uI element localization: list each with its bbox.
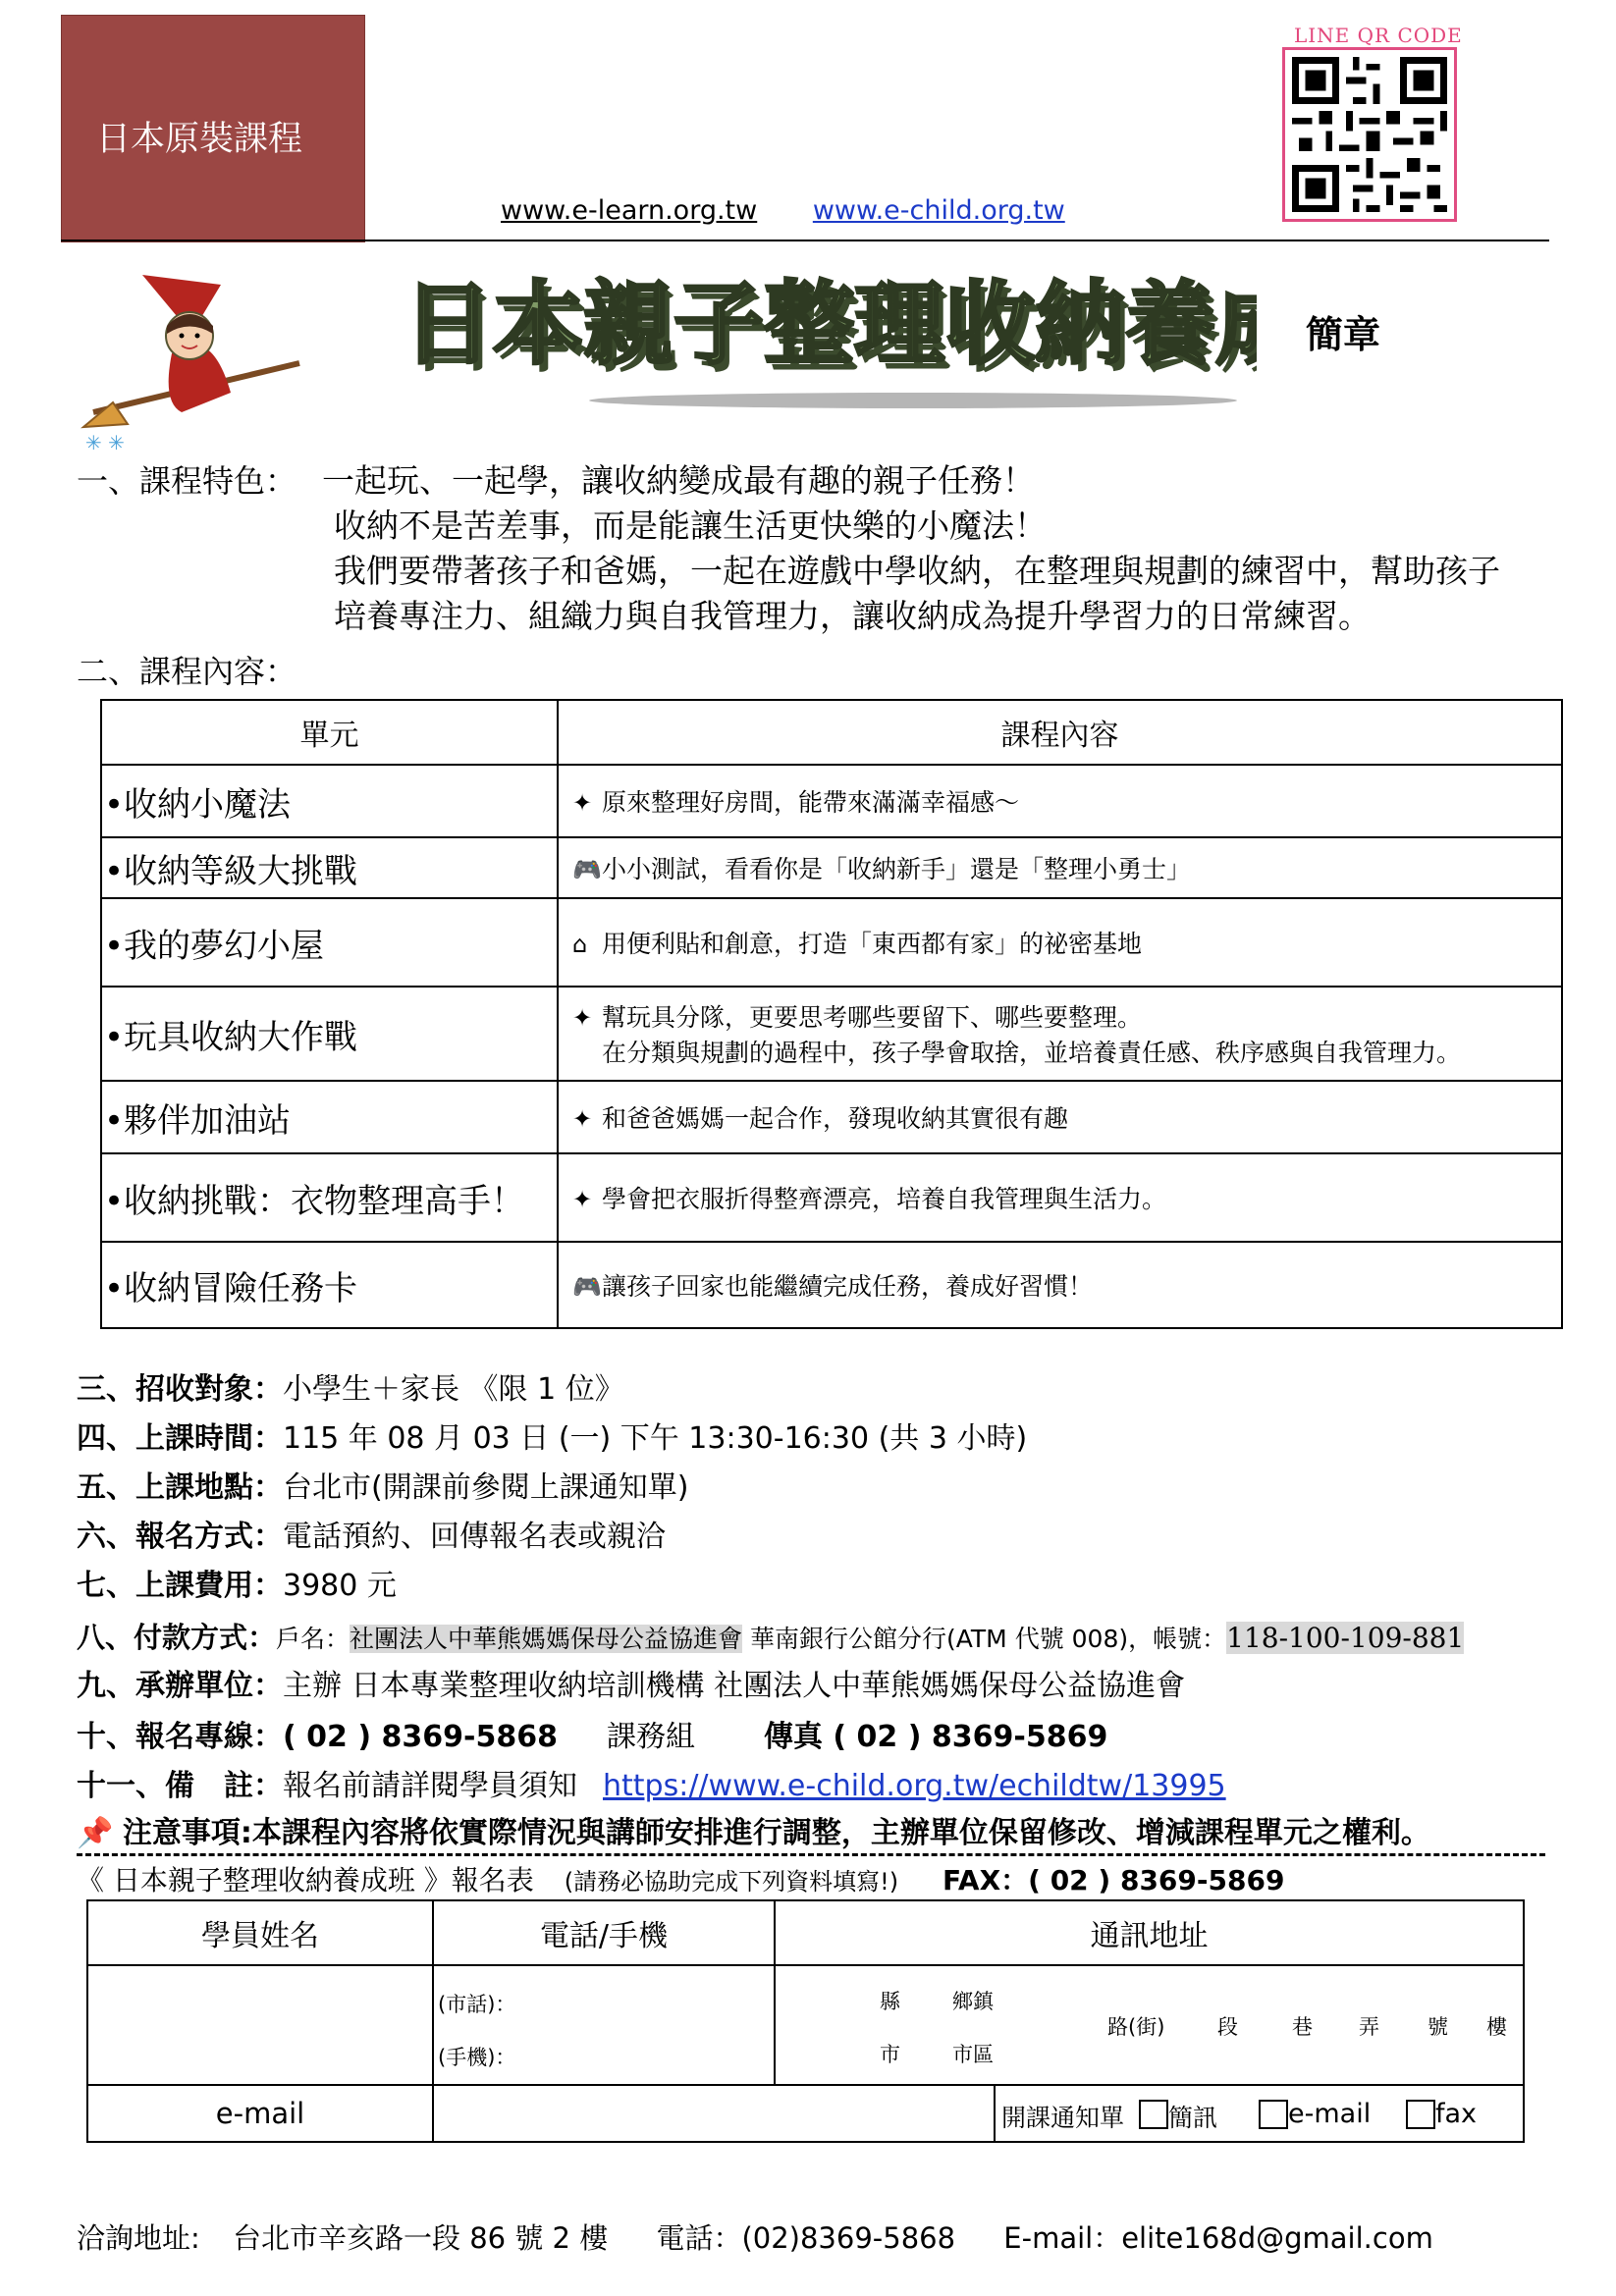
subtitle: 簡章: [1306, 313, 1381, 356]
email-label: e-mail: [87, 2085, 433, 2142]
course-row: [101, 987, 1562, 1081]
course-row: [101, 1081, 1562, 1153]
main-title: [403, 253, 1257, 410]
feature-line: 收納不是苦差事，而是能讓生活更快樂的小魔法！: [334, 507, 1047, 545]
content-heading: 二、課程內容：: [77, 653, 297, 690]
badge-text: 日本原裝課程: [96, 120, 303, 159]
course-badge: [61, 15, 365, 242]
sparkle-icon: ✦: [572, 1105, 593, 1133]
content-header: 課程內容: [558, 700, 1562, 765]
unit-cell: •收納等級大挑戰: [101, 837, 558, 898]
fax-label: fax: [1435, 2099, 1478, 2129]
qr-caption: LINE QR CODE: [1294, 24, 1463, 47]
content-text: 讓孩子回家也能繼續完成任務，養成好習慣！: [602, 1272, 1094, 1301]
account-number: 118-100-109-881: [1226, 1622, 1465, 1654]
name-field[interactable]: [87, 1965, 433, 2085]
content-text: 用便利貼和創意，打造「東西都有家」的祕密基地: [602, 930, 1143, 958]
name-header: 學員姓名: [87, 1900, 433, 1965]
hotline-info: 十、報名專線：( 02 ) 8369-5868 課務組 傳真 ( 02 ) 8369-5869: [77, 1720, 1108, 1754]
content-text: 原來整理好房間，能帶來滿滿幸福感～: [602, 788, 1020, 817]
main-title-shadow: 日本親子整理收納養: [408, 280, 1222, 385]
content-text: 在分類與規劃的過程中，孩子學會取捨，並培養責任感、秩序感與自我管理力。: [602, 1039, 1462, 1067]
fax-checkbox[interactable]: [1406, 2100, 1435, 2129]
account-name: 社團法人中華熊媽媽保母公益協進會: [350, 1625, 743, 1653]
target-info: 三、招收對象：小學生＋家長 《限 1 位》: [77, 1372, 624, 1407]
gamepad-icon: 🎮: [572, 856, 602, 883]
sparkle-icon: ✦: [572, 1186, 593, 1213]
course-row: [101, 837, 1562, 898]
phone-header: 電話/手機: [433, 1900, 775, 1965]
website-links: [501, 195, 1065, 226]
unit-header: 單元: [101, 700, 558, 765]
course-row: [101, 1242, 1562, 1328]
e-child-link[interactable]: www.e-child.org.tw: [812, 195, 1065, 226]
course-row: [101, 765, 1562, 837]
form-title: 《 日本親子整理收納養成班 》報名表 (請務必協助完成下列資料填寫!) FAX：( 02 ) 8369-5869: [77, 1864, 1285, 1896]
email-checkbox[interactable]: [1259, 2100, 1288, 2129]
pin-icon: 📌: [77, 1816, 114, 1850]
unit-cell: •收納小魔法: [101, 765, 558, 837]
qr-code-icon: [1282, 47, 1457, 222]
content-text: 和爸爸媽媽一起合作，發現收納其實很有趣: [602, 1104, 1069, 1133]
notice: 📌 注意事項:本課程內容將依實際情況與講師安排進行調整，主辦單位保留修改、增減課程單元之權利。: [77, 1816, 1430, 1850]
unit-cell: •玩具收納大作戰: [101, 987, 558, 1081]
header-divider: [61, 240, 1549, 241]
unit-cell: •我的夢幻小屋: [101, 898, 558, 987]
unit-cell: •夥伴加油站: [101, 1081, 558, 1153]
organizer-info: 九、承辦單位：主辦 日本專業整理收納培訓機構 社團法人中華熊媽媽保母公益協進會: [77, 1669, 1186, 1703]
unit-cell: •收納冒險任務卡: [101, 1242, 558, 1328]
svg-text:✳ ✳: ✳ ✳: [85, 431, 125, 454]
signup-info: 六、報名方式：電話預約、回傳報名表或親洽: [77, 1520, 666, 1554]
payment-info: 八、付款方式：戶名：社團法人中華熊媽媽保母公益協進會 華南銀行公館分行(ATM 代號 008)，帳號：118-100-109-881: [77, 1621, 1465, 1654]
mascot-witch-illustration: [74, 265, 309, 461]
sms-checkbox[interactable]: [1139, 2100, 1168, 2129]
email-option-label: e-mail: [1288, 2099, 1372, 2129]
feature-line: 培養專注力、組織力與自我管理力，讓收納成為提升學習力的日常練習。: [334, 597, 1371, 635]
course-row: [101, 898, 1562, 987]
cut-line: [77, 1853, 1545, 1856]
content-text: 學會把衣服折得整齊漂亮，培養自我管理與生活力。: [602, 1185, 1167, 1213]
sparkle-icon: ✦: [572, 1004, 593, 1032]
course-link[interactable]: https://www.e-child.org.tw/echildtw/13995: [603, 1769, 1226, 1803]
house-icon: ⌂: [572, 931, 588, 958]
email-field[interactable]: [433, 2085, 1524, 2142]
e-learn-link[interactable]: www.e-learn.org.tw: [501, 195, 758, 226]
notify-label: 開課通知單: [1001, 2104, 1125, 2132]
unit-cell: •收納挑戰：衣物整理高手！: [101, 1153, 558, 1242]
gamepad-icon: 🎮: [572, 1273, 602, 1301]
registration-form: [86, 1899, 1525, 2143]
place-info: 五、上課地點：台北市(開課前參閱上課通知單): [77, 1470, 689, 1505]
phone-field[interactable]: (市話)： (手機)：: [433, 1965, 775, 2085]
features-heading: 一、課程特色：: [77, 462, 297, 500]
content-text: 幫玩具分隊，更要思考哪些要留下、哪些要整理。: [602, 1003, 1143, 1032]
fee-info: 七、上課費用：3980 元: [77, 1569, 397, 1603]
remark-info: 十一、備 註：報名前請詳閱學員須知 https://www.e-child.org.tw/echildtw/13995: [77, 1769, 1226, 1803]
footer-contact: 洽詢地址: 台北市辛亥路一段 86 號 2 樓 電話：(02)8369-5868 E-mail：elite168d@gmail.com: [77, 2221, 1433, 2255]
course-table: [100, 699, 1563, 1329]
address-header: 通訊地址: [775, 1900, 1524, 1965]
course-table-header: [101, 700, 1562, 765]
time-info: 四、上課時間：115 年 08 月 03 日 (一) 下午 13:30-16:30 (共 3 小時): [77, 1421, 1028, 1456]
feature-line: 一起玩、一起學，讓收納變成最有趣的親子任務！: [322, 461, 1035, 500]
course-row: [101, 1153, 1562, 1242]
content-text: 小小測試，看看你是「收納新手」還是「整理小勇士」: [602, 855, 1192, 883]
sms-label: 簡訊: [1168, 2104, 1218, 2132]
sparkle-icon: ✦: [572, 789, 593, 817]
feature-line: 我們要帶著孩子和爸媽，一起在遊戲中學收納，在整理與規劃的練習中，幫助孩子: [334, 552, 1500, 590]
main-title-text: 日本親子整理收納養: [403, 272, 1216, 377]
address-field[interactable]: 縣 鄉鎮 市 市區 路(街) 段 巷 弄 號 樓: [775, 1965, 1524, 2085]
